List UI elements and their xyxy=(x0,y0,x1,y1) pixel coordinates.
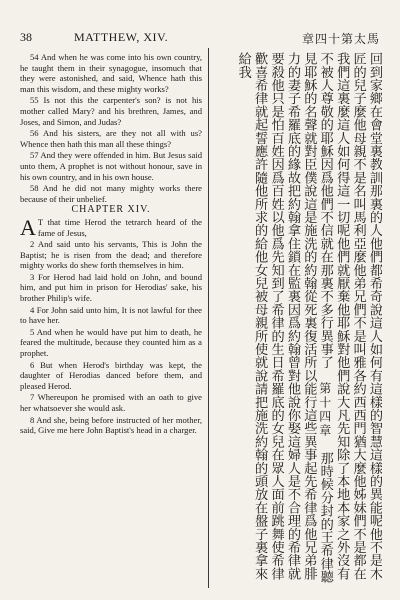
verse: 56 And his sisters, are they not all with us? Whence then hath this man all these things? xyxy=(20,128,202,149)
english-running-title: MATTHEW, XIV. xyxy=(74,30,169,44)
verse: 4 For John said unto him, It is not lawful for thee to have her. xyxy=(20,304,202,326)
chinese-passage-before: 回到家鄉在會堂裏教訓那裏的人他們都希奇說這人如何有這樣的智慧這樣的異能呢他不是木匠的兒子麼他母親不是名叫馬利亞麼他弟兄們不是叫雅各約西西門猶大麼他姊妹們不是都在我們這裏麼這人如何得這一切呢他們就厭棄他耶穌對他們說大凡先知除了本地本家之外沒有不被人尊敬的耶穌因爲他們不信就在那裏不多行異事了 xyxy=(317,52,382,580)
chinese-chapter-heading: 第十四章 xyxy=(317,382,332,439)
verse-first xyxy=(20,214,202,240)
column-divider xyxy=(208,48,209,588)
page-number: 38 xyxy=(20,30,32,44)
verse: 58 And he did not many mighty works there because of their unbelief. xyxy=(20,183,202,204)
verse: 55 Is not this the carpenter's son? is not his mother called Mary? and his brethren, James, and Joses, and Simon, and Judas? xyxy=(20,95,202,127)
verse: 2 And said unto his servants, This is John the Baptist; he is risen from the dead; and therefore mighty works do shew forth themselves in him. xyxy=(20,239,202,271)
chinese-running-title: 章四十第太馬 xyxy=(301,32,380,46)
drop-cap: A xyxy=(20,214,36,240)
verse-first-text: T that time Herod the tetrarch heard of the fame of Jesus, xyxy=(37,216,202,238)
verse: 8 And she, being before instructed of her mother, said, Give me here John Baptist's head in a charger. xyxy=(20,414,202,436)
verse: 54 And when he was come into his own country, he taught them in their synagogue, insomuch that they were astonished, and said, Whence hath this man this wisdom, and these mighty works? xyxy=(20,52,202,94)
verse: 6 But when Herod's birthday was kept, the daughter of Herodias danced before them, and pleased Herod. xyxy=(20,359,202,391)
verse: 3 For Herod had laid hold on John, and bound him, and put him in prison for Herodias' sake, his brother Philip's wife. xyxy=(20,271,202,304)
verse: 5 And when he would have put him to death, he feared the multitude, because they counted him as a prophet. xyxy=(20,326,202,359)
verse: 57 And they were offended in him. But Jesus said unto them, A prophet is not without honour, save in his own country, and in his own house. xyxy=(20,150,202,182)
verse: 7 Whereupon he promised with an oath to give her whatsoever she would ask. xyxy=(20,392,202,413)
chinese-text xyxy=(214,52,382,588)
chapter-heading: CHAPTER XIV. xyxy=(71,204,151,216)
page-header xyxy=(20,30,380,50)
chinese-passage-after: 那時候分封的王希律聽見耶穌的名聲就對臣僕說這是施洗的約翰從死裏復活所以能行這些異事起先希律爲他兄弟腓力的妻子希羅底的緣故把約翰拿住鎖在監裏因爲約翰曾對他說你娶這婦人是不合理的希律就要殺他只是怕百姓因爲百姓以他爲先知到了希律的生日希羅底的女兒在眾人面前跳舞使希律歡喜希律就起誓應許隨他所求的給他女兒被母親所使就說請把施洗約翰的頭放在盤子裏拿來給我 xyxy=(235,52,333,584)
english-column xyxy=(20,52,202,582)
chinese-column xyxy=(214,52,382,588)
